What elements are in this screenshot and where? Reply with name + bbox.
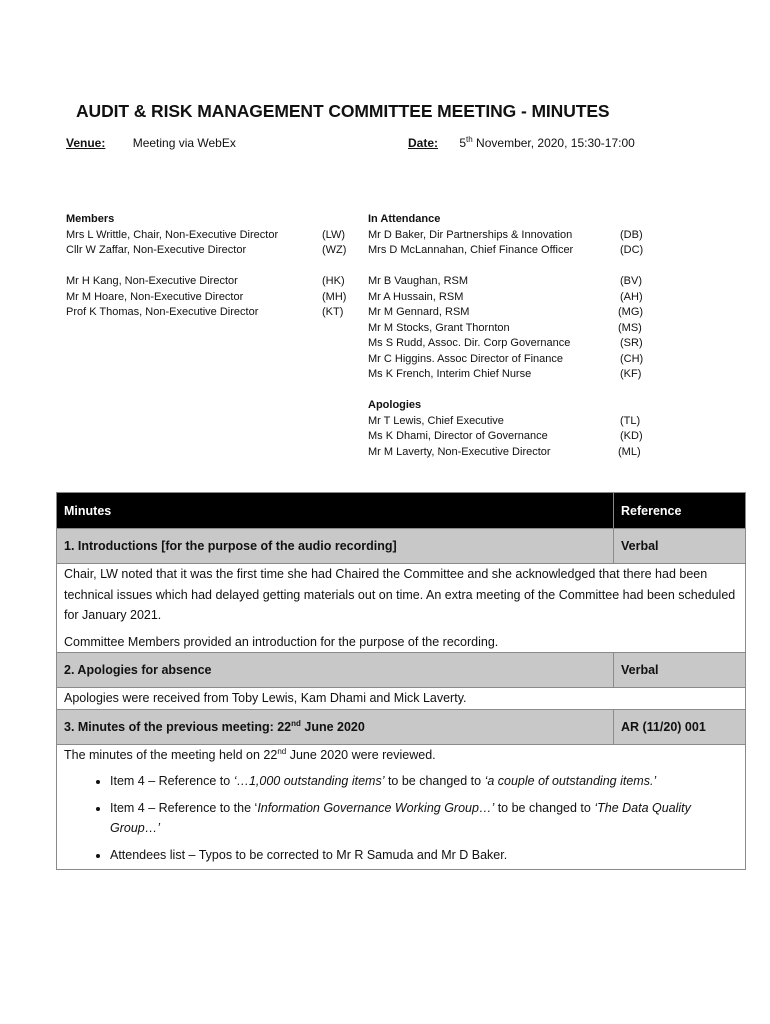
apology-row: Mr T Lewis, Chief Executive (TL)	[368, 414, 641, 427]
paragraph: Apologies were received from Toby Lewis, Kam Dhami and Mick Laverty.	[64, 691, 467, 705]
paragraph: Chair, LW noted that it was the first time she had Chaired the Committee and she acknowledged that there had been technical issues which had delayed getting materials out on time. An extra meeting of the Committee had been scheduled for January 2021.	[64, 567, 736, 622]
attendee-row: Mr D Baker, Dir Partnerships & Innovation (DB)	[368, 228, 643, 241]
date-value: 5th November, 2020, 15:30-17:00	[459, 135, 635, 150]
section-body-row	[57, 564, 746, 653]
section-body	[57, 564, 746, 653]
section-body	[57, 744, 746, 870]
section-title: 3. Minutes of the previous meeting: 22nd June 2020	[57, 709, 614, 744]
paragraph: The minutes of the meeting held on 22nd June 2020 were reviewed.	[64, 746, 436, 762]
apologies-heading: Apologies	[368, 399, 422, 411]
apology-row: Mr M Laverty, Non-Executive Director (ML)	[368, 445, 641, 458]
meeting-date	[408, 136, 635, 150]
apology-row: Ms K Dhami, Director of Governance (KD)	[368, 430, 643, 442]
venue-value: Meeting via WebEx	[132, 136, 236, 150]
section-row	[57, 529, 746, 564]
section-body	[57, 688, 746, 710]
members-list	[66, 212, 366, 321]
section-row	[57, 653, 746, 688]
attendee-row: Mr B Vaughan, RSM (BV)	[368, 275, 642, 287]
date-label: Date:	[408, 136, 439, 150]
paragraph: Committee Members provided an introduction for the purpose of the recording.	[64, 634, 499, 649]
attendance-list	[368, 212, 658, 460]
attendee-row: Mr C Higgins. Assoc Director of Finance (CH)	[368, 352, 644, 365]
section-reference: Verbal	[614, 529, 746, 564]
section-row	[57, 709, 746, 744]
member-row: Prof K Thomas, Non-Executive Director (KT)	[66, 306, 344, 318]
attendee-row: Mr M Gennard, RSM (MG)	[368, 306, 644, 318]
attendee-row: Mr M Stocks, Grant Thornton (MS)	[368, 321, 642, 334]
header-minutes: Minutes	[57, 493, 614, 529]
member-row: Mrs L Writtle, Chair, Non-Executive Director (LW)	[66, 228, 346, 241]
section-reference: Verbal	[614, 653, 746, 688]
section-reference: AR (11/20) 001	[614, 709, 746, 744]
section-title: 1. Introductions [for the purpose of the audio recording]	[57, 529, 614, 564]
attendee-row: Mr A Hussain, RSM (AH)	[368, 290, 643, 303]
bullet-list	[64, 771, 738, 865]
member-row: Mr M Hoare, Non-Executive Director (MH)	[66, 290, 347, 303]
table-header-row	[57, 493, 746, 529]
member-row: Cllr W Zaffar, Non-Executive Director (WZ)	[66, 244, 347, 256]
attendance-heading: In Attendance	[368, 213, 441, 225]
header-reference: Reference	[614, 493, 746, 529]
section-title: 2. Apologies for absence	[57, 653, 614, 688]
section-body-row	[57, 688, 746, 710]
section-body-row	[57, 744, 746, 870]
list-item: • Attendees list – Typos to be corrected to Mr R Samuda and Mr D Baker.	[110, 845, 738, 866]
member-row: Mr H Kang, Non-Executive Director (HK)	[66, 275, 345, 287]
attendee-row: Ms S Rudd, Assoc. Dir. Corp Governance (SR)	[368, 337, 643, 349]
minutes-table	[56, 492, 746, 870]
attendee-row: Mrs D McLannahan, Chief Finance Officer (DC)	[368, 244, 644, 256]
page-title: AUDIT & RISK MANAGEMENT COMMITTEE MEETING - MINUTES	[76, 101, 610, 121]
members-heading: Members	[66, 213, 115, 225]
venue-label: Venue:	[66, 136, 106, 150]
venue	[66, 136, 236, 150]
attendee-row: Ms K French, Interim Chief Nurse (KF)	[368, 368, 642, 380]
list-item: • Item 4 – Reference to ‘…1,000 outstanding items’ to be changed to ‘a couple of outstanding items.’	[110, 771, 738, 792]
list-item: • Item 4 – Reference to the ‘Information Governance Working Group…’ to be changed to ‘The Data Quality Group…’	[110, 798, 738, 839]
